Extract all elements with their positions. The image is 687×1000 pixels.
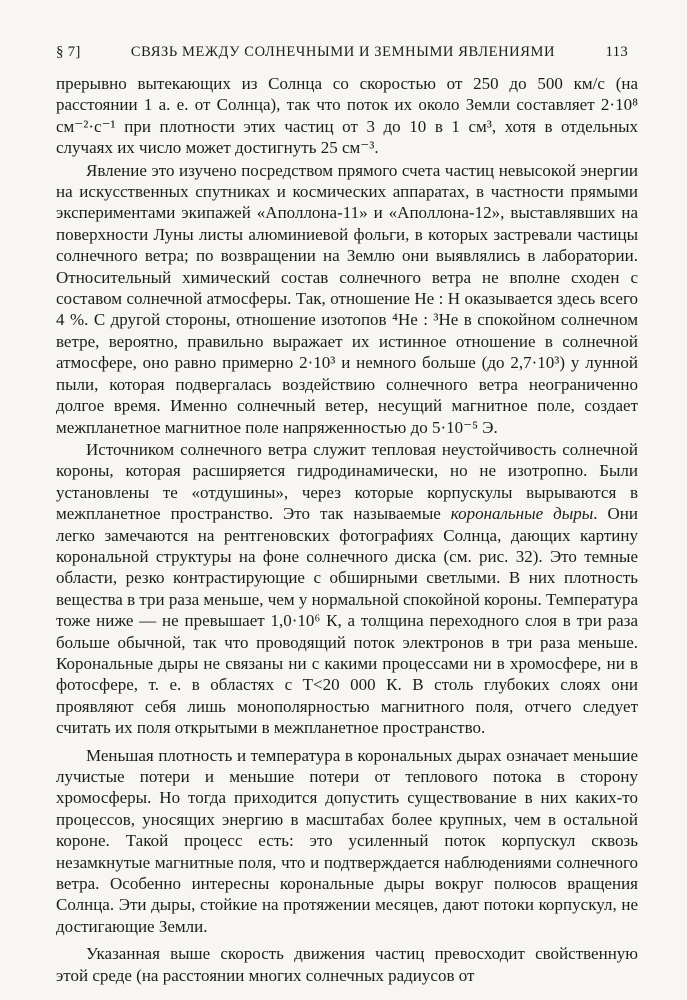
paragraph-continued (56, 73, 638, 159)
running-header (56, 44, 628, 61)
paragraph-text: Явление это изучено посредством прямого счета частиц невысокой энергии на искусственных спутниках и космических аппаратах, в частности прямыми экспериментами экипажей «Аполлона-11» и «Аполлона-12», выставлявших на поверхности Луны листы алюминиевой фольги, в которых застревали частицы солнечного ветра; по возвращении на Землю они выявлялись в лаборатории. Относительный химический состав солнечного ветра не вполне сходен с составом солнечной атмосферы. Так, отношение He : H оказывается здесь всего 4 %. С другой стороны, отношение изотопов ⁴He : ³He в спокойном солнечном ветре, вероятно, правильно выражает их истинное отношение в солнечной атмосфере, оно равно примерно 2·10³ и немного больше (до 2,7·10³) у лунной пыли, которая подвергалась воздействию солнечного ветра неограниченно долгое время. Именно солнечный ветер, несущий магнитное поле, создает межпланетное магнитное поле напряженностью до 5·10⁻⁵ Э. (56, 160, 638, 437)
paragraph-text: . Они легко замечаются на рентгеновских фотографиях Солнца, дающих картину корональной структуры на фоне солнечного диска (см. рис. 32). Это темные области, резко контрастирующие с обширными светлыми. В них плотность вещества в три раза меньше, чем у нормальной спокойной короны. Температура тоже ниже — не превышает 1,0·10⁶ К, а толщина переходного слоя в три раза больше обычной, так что проводящий поток электронов в три раза меньше. Корональные дыры не связаны ни с какими процессами ни в хромосфере, ни в фотосфере, т. е. в областях с T<20 000 К. В столь глубоких слоях они проявляют себя лишь монополярностью магнитного поля, отчего следует считать их поля открытыми в межпланетное пространство. (56, 504, 638, 738)
page-body (56, 73, 638, 986)
paragraph (56, 745, 638, 938)
paragraph (56, 943, 638, 986)
paragraph (56, 160, 638, 438)
paragraph (56, 439, 638, 739)
page-number: 113 (605, 44, 628, 60)
italic-term: корональные дыры (450, 504, 594, 524)
paragraph-text: Указанная выше скорость движения частиц превосходит свойственную этой среде (на расстоянии многих солнечных радиусов от (56, 944, 638, 985)
paragraph-text: Источником солнечного ветра служит тепловая неустойчивость солнечной короны, которая расширяется гидродинамически, но не изотропно. Были установлены те «отдушины», через которые корпускулы вырываются в межпланетное пространство. Это так называемые (56, 439, 638, 524)
paragraph-text: Меньшая плотность и температура в корональных дырах означает меньшие лучистые потери и меньшие потери от теплового потока в сторону хромосферы. Но тогда приходится допустить существование в них каких-то процессов, уносящих энергию в масштабах более крупных, чем в остальной короне. Такой процесс есть: это усиленный поток корпускул сквозь незамкнутые магнитные поля, что и подтверждается наблюдениями солнечного ветра. Особенно интересны корональные дыры вокруг полюсов вращения Солнца. Эти дыры, стойкие на протяжении месяцев, дают потоки корпускул, не достигающие Земли. (56, 745, 638, 936)
chapter-title: СВЯЗЬ МЕЖДУ СОЛНЕЧНЫМИ И ЗЕМНЫМИ ЯВЛЕНИЯМИ (130, 44, 556, 60)
paragraph-text: прерывно вытекающих из Солнца со скоростью от 250 до 500 км/с (на расстоянии 1 а. е. от Солнца), так что поток их около Земли составляет 2·10⁸ см⁻²·с⁻¹ при плотности этих частиц от 3 до 10 в 1 см³, хотя в отдельных случаях их число может достигнуть 25 см⁻³. (56, 74, 638, 158)
section-marker: § 7] (56, 44, 81, 60)
